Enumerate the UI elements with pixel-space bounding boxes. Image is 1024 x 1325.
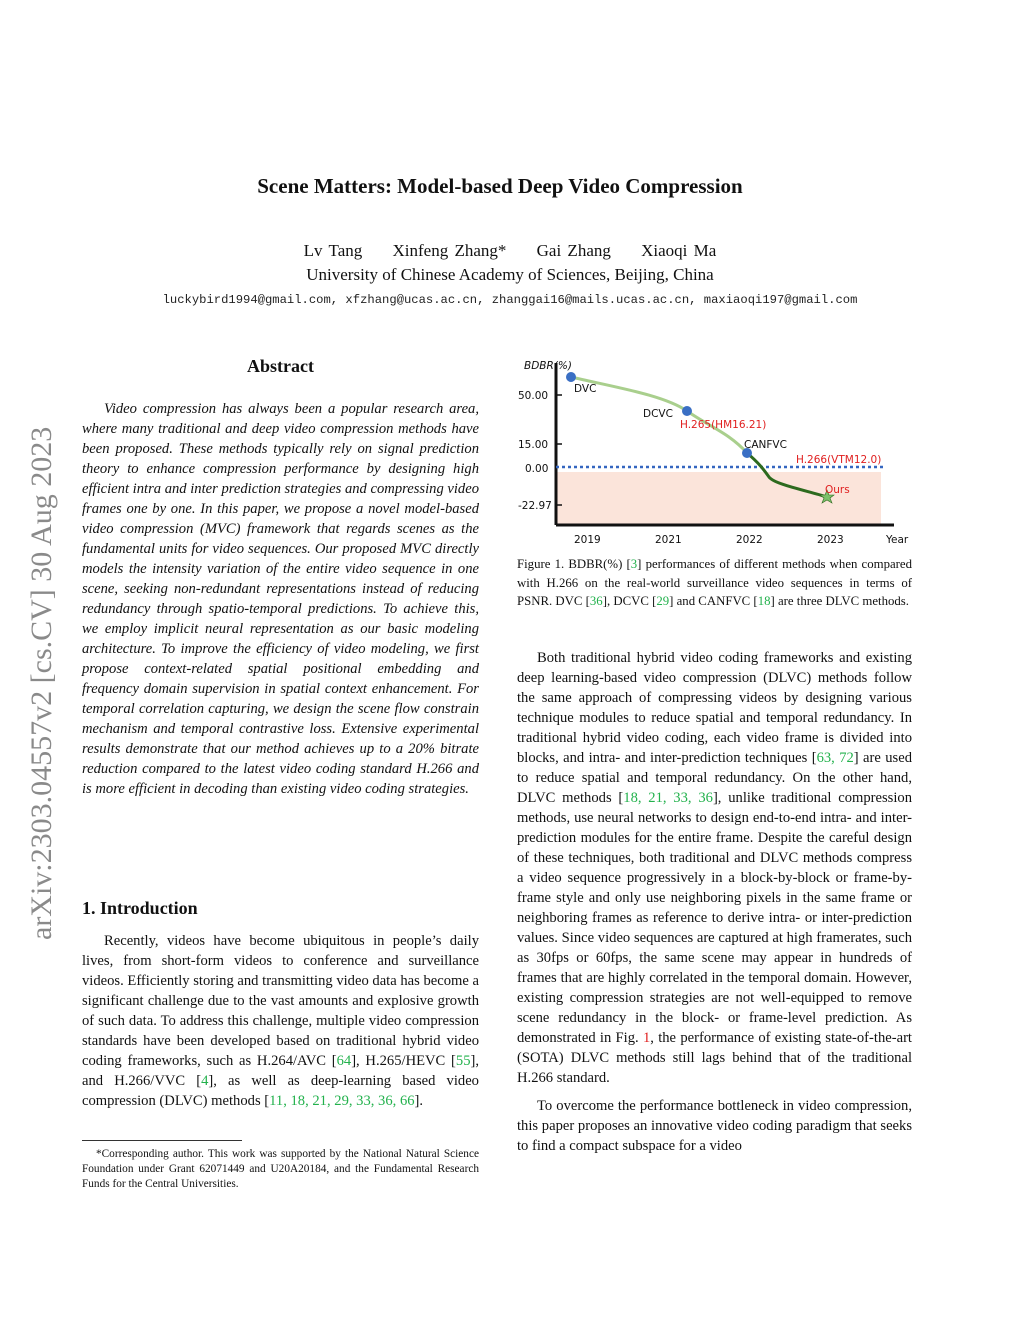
introduction-paragraph: Recently, videos have become ubiquitous in people’s daily lives, from short-form videos to conference and surveillance videos. Efficiently storing and transmitting video data has become a significant challenge due to the vast amounts and explosive growth of such data. To address this challenge, multiple video compression standards have been developed based on traditional hybrid video coding frameworks, such as H.264/AVC [64], H.265/HEVC [55], and H.266/VVC [4], as well as deep-learning based video compression (DLVC) methods [11, 18, 21, 29, 33, 36, 66]. xyxy=(82,933,479,1109)
x-tick-label: 2022 xyxy=(736,534,763,546)
point-label-canfvc: CANFVC xyxy=(744,439,787,451)
figure-1-chart xyxy=(514,355,914,550)
y-axis-label: BDBR(%) xyxy=(524,360,572,372)
author: Gai Zhang xyxy=(536,241,611,260)
shaded-region xyxy=(556,472,881,525)
y-tick-label: 0.00 xyxy=(525,463,549,475)
affiliation: University of Chinese Academy of Sciences, Beijing, China xyxy=(306,265,714,284)
citation-link[interactable]: 4 xyxy=(201,1073,209,1089)
abstract-heading: Abstract xyxy=(247,356,314,376)
x-tick-label: 2023 xyxy=(817,534,844,546)
citation-link[interactable]: 18 xyxy=(757,594,771,608)
arxiv-stamp: arXiv:2303.04557v2 [cs.CV] 30 Aug 2023 xyxy=(25,426,58,940)
abstract-text: Video compression has always been a popular research area, where many traditional and deep video compression methods have been proposed. These methods typically rely on signal prediction theory to enhance compression performance by designing high efficient intra and inter prediction strategies and compressing video frames one by one. In this paper, we propose a novel model-based video compression (MVC) framework that regards scenes as the fundamental units for video sequences. Our proposed MVC directly models the intensity variation of the entire video sequence in one scene, seeking non-redundant representations instead of reducing redundancy through spatio-temporal predictions. To achieve this, we employ implicit neural representation as our basic modeling architecture. To improve the efficiency of video modeling, we first propose context-related spatial positional embedding and frequency domain supervision in spatial context enhancement. For temporal correlation capturing, we design the scene flow constrain mechanism and temporal contrastive loss. Extensive experimental results demonstrate that our method achieves up to a 20% bitrate reduction compared to the latest video coding standard H.266 and is more efficient in decoding than existing video coding strategies. xyxy=(82,401,479,797)
citation-link[interactable]: 55 xyxy=(455,1053,471,1069)
y-tick-label: 50.00 xyxy=(518,390,549,402)
author-emails: luckybird1994@gmail.com, xfzhang@ucas.ac.cn, zhanggai16@mails.ucas.ac.cn, maxiaoqi197@gmail.com xyxy=(162,293,858,307)
body-paragraph: Both traditional hybrid video coding frameworks and existing deep learning-based video compression (DLVC) methods follow the same approach of compressing videos by designing various technique modules to reduce spatial and temporal redundancy. In traditional hybrid video coding, each video frame is divided into blocks, and intra- and inter-prediction techniques [63, 72] are used to reduce spatial and temporal redundancy. On the other hand, DLVC methods [18, 21, 33, 36], unlike traditional compression methods, use neural networks to design end-to-end intra- and inter-prediction modules for the entire frame. Despite the careful design of these techniques, both traditional and DLVC methods compress a video sequence progressively in a block-by-block or frame-by-frame style and only use neighboring pixels in the same frame or neighboring frames as reference to derive intra- or inter-prediction values. Since video sequences are captured at high framerates, such as 30fps or 60fps, the same scene may appear in hundreds of frames that are highly correlated in the temporal domain. However, existing compression strategies are not well-equipped to remove scene redundancy in the block- or frame-level prediction. As demonstrated in Fig. 1, the performance of existing state-of-the-art (SOTA) DLVC methods still lags behind that of the traditional H.266 standard. xyxy=(517,650,913,1086)
citation-link[interactable]: 11, 18, 21, 29, 33, 36, 66 xyxy=(269,1093,415,1109)
right-column-text xyxy=(517,648,912,1156)
figure-caption: Figure 1. BDBR(%) [3] performances of different methods when compared with H.266 on the real-world surveillance video sequences in terms of PSNR. DVC [36], DCVC [29] and CANFVC [18] are three DLVC methods. xyxy=(517,557,912,608)
point-label-dcvc: DCVC xyxy=(643,408,673,420)
citation-link[interactable]: 3 xyxy=(630,557,638,571)
point-label-h265: H.265(HM16.21) xyxy=(680,419,767,431)
h266-label: H.266(VTM12.0) xyxy=(796,454,882,466)
citation-link[interactable]: 29 xyxy=(656,594,670,608)
body-paragraph: To overcome the performance bottleneck in video compression, this paper proposes an innovative video coding paradigm that seeks to find a compact subspace for a video xyxy=(517,1098,912,1154)
citation-link[interactable]: 18, 21, 33, 36 xyxy=(623,790,713,806)
footnote: *Corresponding author. This work was supported by the National Natural Science Foundation under Grant 62071449 and U20A20184, and the Fundamental Research Funds for the Central Universities. xyxy=(82,1148,479,1190)
author: Xinfeng Zhang* xyxy=(392,241,507,260)
footnote-rule xyxy=(82,1140,242,1141)
citation-link[interactable]: 64 xyxy=(336,1053,352,1069)
data-point-dcvc xyxy=(682,406,692,416)
y-tick-label: 15.00 xyxy=(518,439,549,451)
paper-title: Scene Matters: Model-based Deep Video Compression xyxy=(257,174,743,198)
author-list xyxy=(0,241,1020,261)
data-point-dvc xyxy=(566,372,576,382)
point-label-dvc: DVC xyxy=(574,383,597,395)
bdbr-chart xyxy=(514,355,914,550)
author: Lv Tang xyxy=(303,241,363,260)
y-tick-label: -22.97 xyxy=(518,500,552,512)
x-axis-label: Year xyxy=(886,534,909,546)
citation-link[interactable]: 36 xyxy=(589,594,603,608)
x-tick-label: 2021 xyxy=(655,534,682,546)
figure-reference-link[interactable]: 1 xyxy=(642,1030,651,1046)
section-heading-introduction: 1. Introduction xyxy=(82,898,198,918)
citation-link[interactable]: 63, 72 xyxy=(816,750,854,766)
point-label-ours: Ours xyxy=(825,484,850,496)
author: Xiaoqi Ma xyxy=(641,241,717,260)
x-tick-label: 2019 xyxy=(574,534,601,546)
